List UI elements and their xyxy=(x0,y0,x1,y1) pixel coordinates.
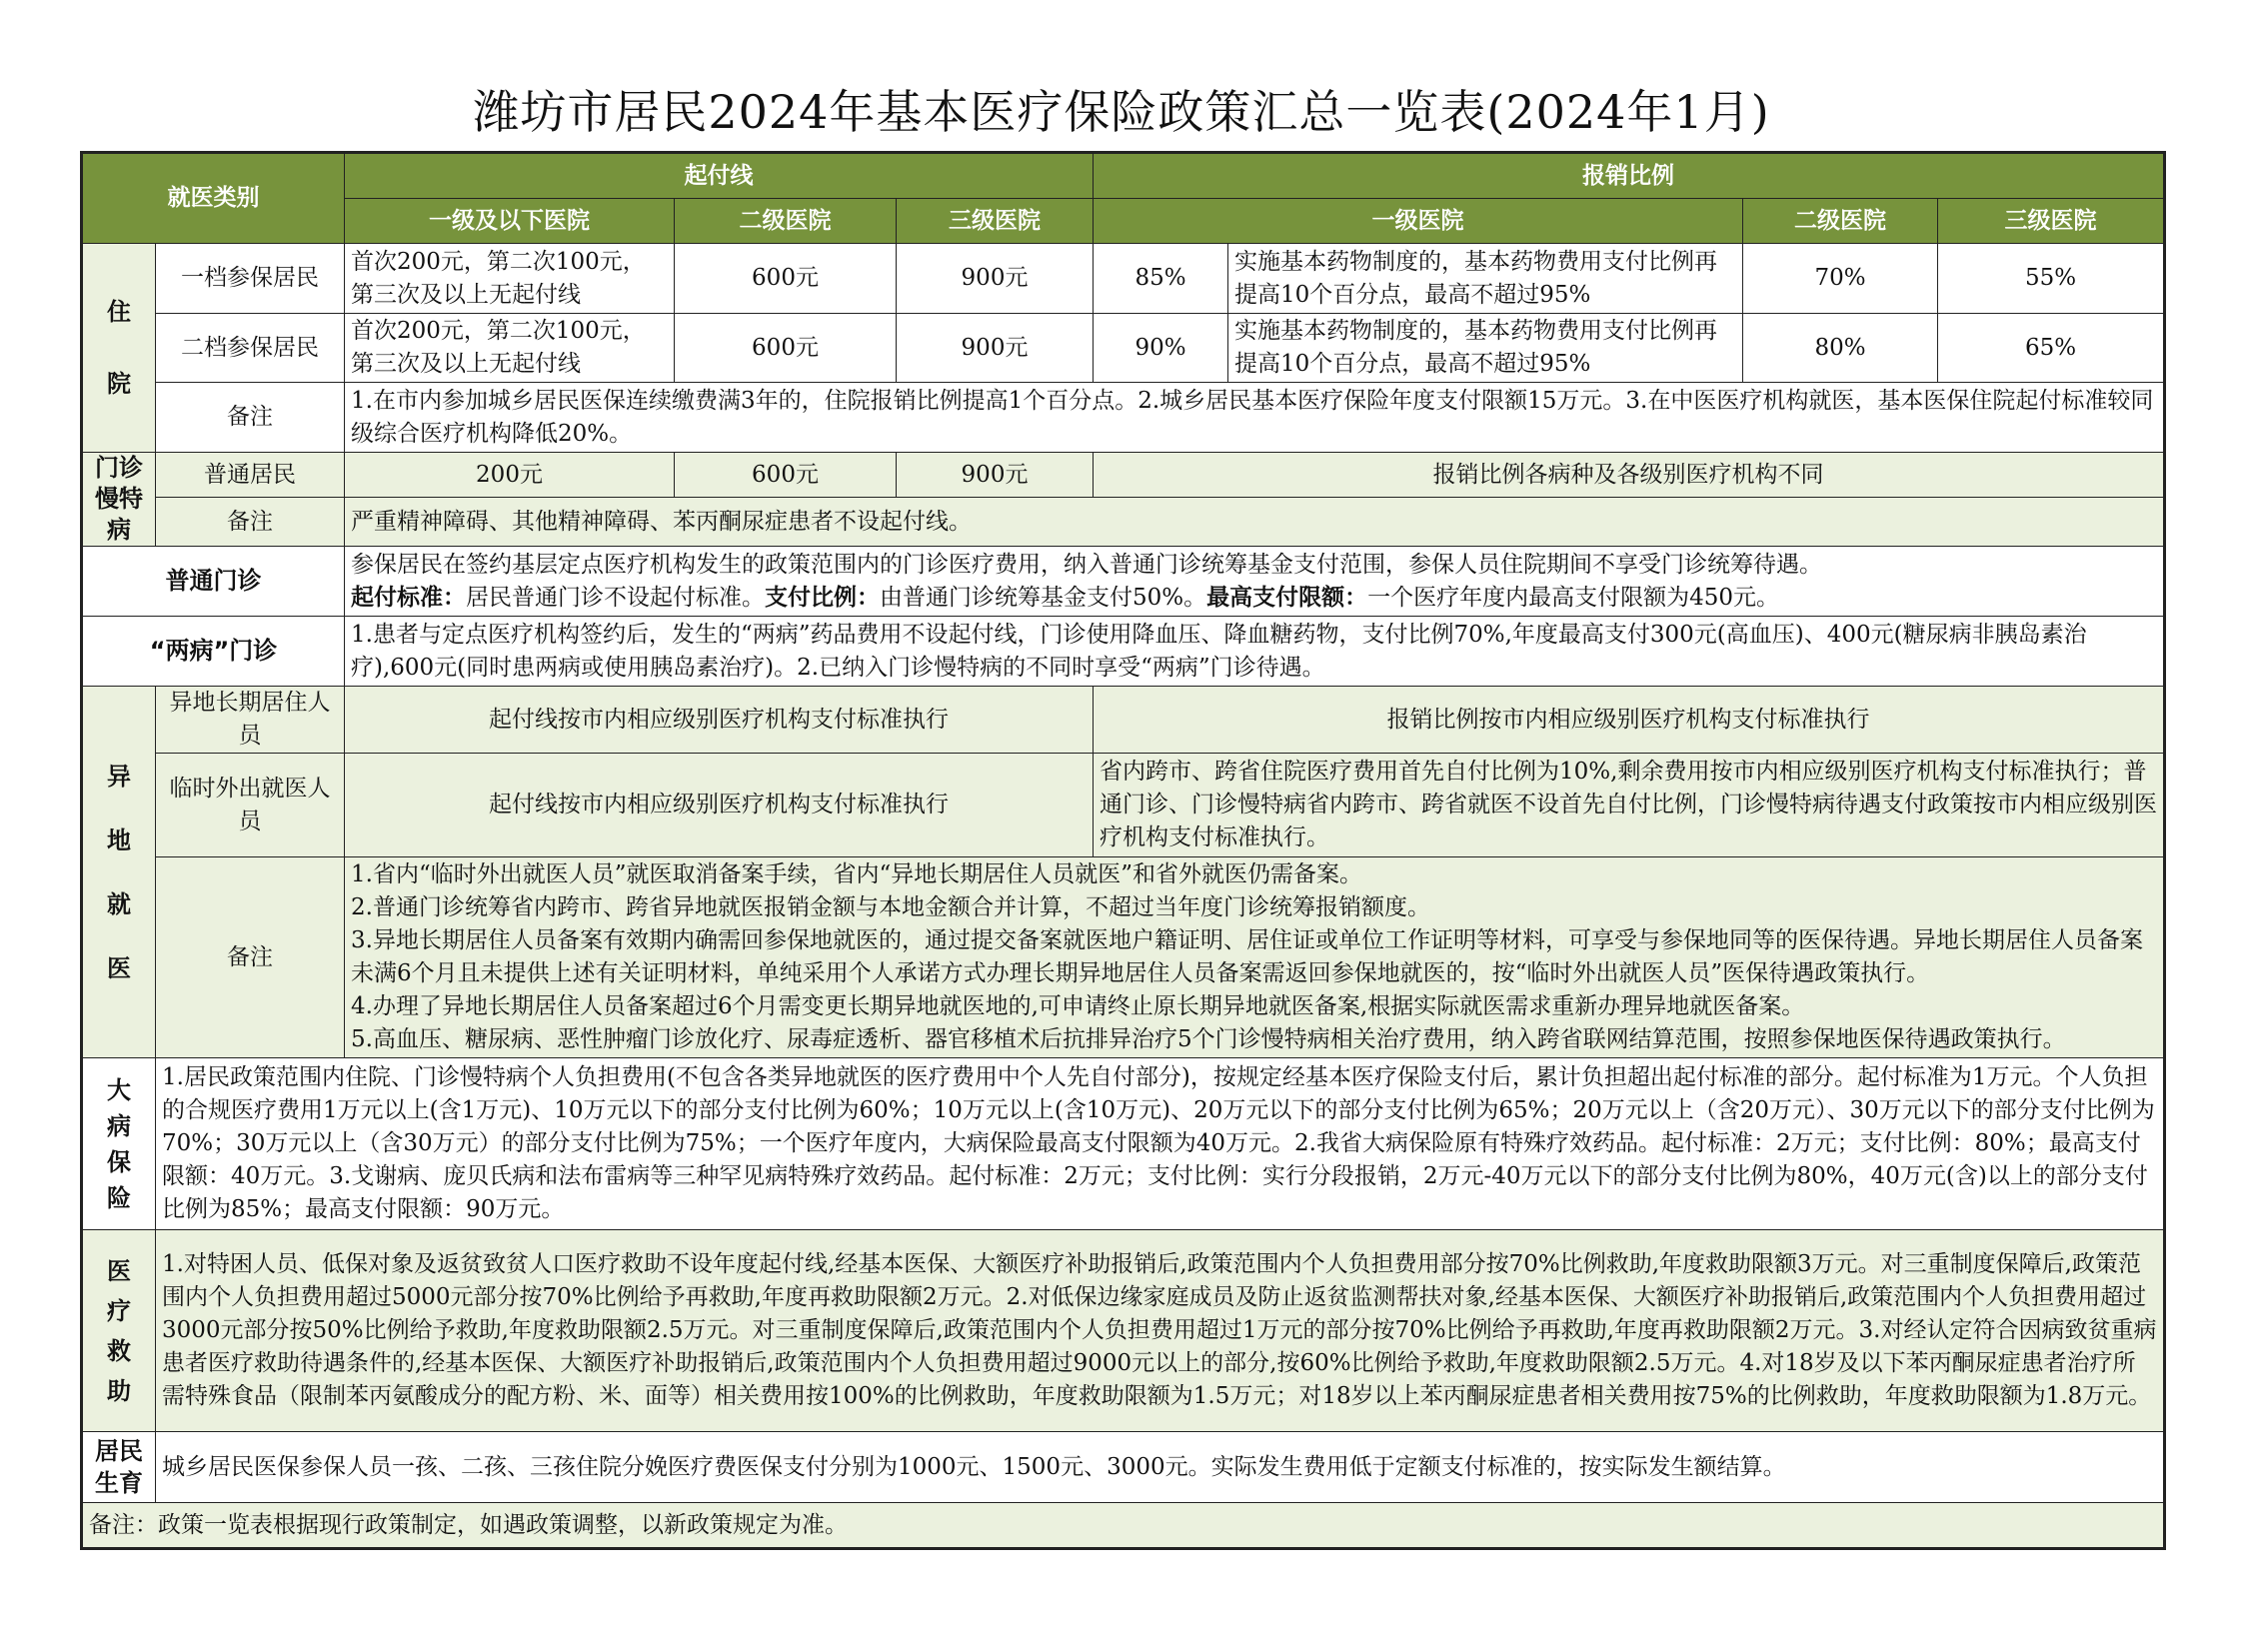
critical-illness-text: 1.居民政策范围内住院、门诊慢特病个人负担费用(不包含各类异地就医的医疗费用中个人先自付部分)，按规定经基本医疗保险支付后，累计负担超出起付标准的部分。起付标准为1万元。个人负担的合规医疗费用1万元以上(含1万元)、10万元以下的部分支付比例为60%；10万元以上(含10万元)、20万元以下的部分支付比例为65%；20万元以上（含20万元）、30万元以下的部分支付比例为70%；30万元以上（含30万元）的部分支付比例为75%；一个医疗年度内，大病保险最高支付限额为40万元。2.我省大病保险原有特殊疗效药品。起付标准：2万元；支付比例：80%；最高支付限额：40万元。3.戈谢病、庞贝氏病和法布雷病等三种罕见病特殊疗效药品。起付标准：2万元；支付比例：实行分段报销，2万元-40万元以下的部分支付比例为80%，40万元(含)以上的部分支付比例为85%；最高支付限额：90万元。 xyxy=(156,1058,2165,1230)
header-threshold-level3: 三级医院 xyxy=(897,199,1094,244)
offsite-label xyxy=(82,687,156,1058)
offsite-note-item: 2.普通门诊统筹省内跨市、跨省异地就医报销金额与本地金额合并计算，不超过当年度门诊统筹报销额度。 xyxy=(351,894,1430,920)
chronic-ratio: 报销比例各病种及各级别医疗机构不同 xyxy=(1094,453,2165,498)
inpatient-label-char: 院 xyxy=(107,370,131,398)
header-reimbursement: 报销比例 xyxy=(1094,153,2165,199)
chronic-threshold-l1: 200元 xyxy=(345,453,675,498)
policy-table xyxy=(80,151,2166,1550)
offsite-note-item: 4.办理了异地长期居住人员备案超过6个月需变更长期异地就医地的,可申请终止原长期异地就医备案,根据实际就医需求重新办理异地就医备案。 xyxy=(351,993,1805,1019)
offsite-note-label: 备注 xyxy=(156,857,345,1058)
tier1-threshold-l1: 首次200元，第二次100元，第三次及以上无起付线 xyxy=(345,244,675,314)
tier1-threshold-l2: 600元 xyxy=(675,244,897,314)
header-ratio-level2: 二级医院 xyxy=(1743,199,1938,244)
offsite-temporary-name: 临时外出就医人员 xyxy=(156,754,345,857)
general-outpatient-label: 普通门诊 xyxy=(82,547,345,617)
maternity-label xyxy=(82,1432,156,1503)
tier2-threshold-l1: 首次200元，第二次100元，第三次及以上无起付线 xyxy=(345,314,675,383)
maternity-label-line: 居民 xyxy=(95,1437,143,1465)
tier2-name: 二档参保居民 xyxy=(156,314,345,383)
offsite-label-char: 地 xyxy=(107,826,131,854)
critical-illness-label-char: 险 xyxy=(107,1183,131,1212)
threshold-value: 居民普通门诊不设起付标准。 xyxy=(466,584,765,611)
general-outpatient-line1: 参保居民在签约基层定点医疗机构发生的政策范围内的门诊医疗费用，纳入普通门诊统筹基金支付范围，参保人员住院期间不享受门诊统筹待遇。 xyxy=(351,551,1822,578)
limit-key: 最高支付限额： xyxy=(1206,584,1368,611)
medical-aid-label-char: 救 xyxy=(107,1336,131,1365)
offsite-longterm-name: 异地长期居住人员 xyxy=(156,687,345,754)
header-threshold-level2: 二级医院 xyxy=(675,199,897,244)
tier1-ratio-l1: 85% xyxy=(1094,244,1228,314)
two-diseases-text: 1.患者与定点医疗机构签约后，发生的“两病”药品费用不设起付线，门诊使用降血压、降血糖药物，支付比例70%,年度最高支付300元(高血压)、400元(糖尿病非胰岛素治疗),600元(同时患两病或使用胰岛素治疗)。2.已纳入门诊慢特病的不同时享受“两病”门诊待遇。 xyxy=(345,617,2165,687)
maternity-text: 城乡居民医保参保人员一孩、二孩、三孩住院分娩医疗费医保支付分别为1000元、1500元、3000元。实际发生费用低于定额支付标准的，按实际发生额结算。 xyxy=(156,1432,2165,1503)
offsite-label-char: 医 xyxy=(107,953,131,982)
tier1-threshold-l3: 900元 xyxy=(897,244,1094,314)
medical-aid-label-char: 医 xyxy=(107,1256,131,1285)
tier1-ratio-l2: 70% xyxy=(1743,244,1938,314)
tier2-ratio-l1-note: 实施基本药物制度的，基本药物费用支付比例再提高10个百分点，最高不超过95% xyxy=(1228,314,1743,383)
tier2-threshold-l2: 600元 xyxy=(675,314,897,383)
medical-aid-label-char: 疗 xyxy=(107,1296,131,1325)
critical-illness-label-char: 保 xyxy=(107,1147,131,1176)
offsite-longterm-ratio: 报销比例按市内相应级别医疗机构支付标准执行 xyxy=(1094,687,2165,754)
medical-aid-label-char: 助 xyxy=(107,1376,131,1405)
two-diseases-label: “两病”门诊 xyxy=(82,617,345,687)
medical-aid-text: 1.对特困人员、低保对象及返贫致贫人口医疗救助不设年度起付线,经基本医保、大额医疗补助报销后,政策范围内个人负担费用部分按70%比例救助,年度救助限额3万元。对三重制度保障后,政策范围内个人负担费用超过5000元部分按70%比例给予再救助,年度再救助限额2万元。2.对低保边缘家庭成员及防止返贫监测帮扶对象,经基本医保、大额医疗补助报销后,政策范围内个人负担费用超过3000元部分按50%比例给予救助,年度救助限额2.5万元。对三重制度保障后,政策范围内个人负担费用超过1万元的部分按70%比例给予再救助,年度再救助限额2万元。3.对经认定符合因病致贫重病患者医疗救助待遇条件的,经基本医保、大额医疗补助报销后,政策范围内个人负担费用超过9000元以上的部分,按60%比例给予救助,年度救助限额2.5万元。4.对18岁及以下苯丙酮尿症患者治疗所需特殊食品（限制苯丙氨酸成分的配方粉、米、面等）相关费用按100%的比例救助，年度救助限额为1.5万元；对18岁以上苯丙酮尿症患者相关费用按75%的比例救助，年度救助限额为1.8万元。 xyxy=(156,1230,2165,1432)
footer-note: 备注：政策一览表根据现行政策制定，如遇政策调整，以新政策规定为准。 xyxy=(82,1503,2165,1549)
chronic-general-name: 普通居民 xyxy=(156,453,345,498)
header-threshold: 起付线 xyxy=(345,153,1094,199)
header-threshold-level1-below: 一级及以下医院 xyxy=(345,199,675,244)
inpatient-label-char: 住 xyxy=(107,298,131,326)
ratio-value: 由普通门诊统筹基金支付50%。 xyxy=(880,584,1207,611)
chronic-threshold-l2: 600元 xyxy=(675,453,897,498)
tier1-name: 一档参保居民 xyxy=(156,244,345,314)
chronic-threshold-l3: 900元 xyxy=(897,453,1094,498)
chronic-note-label: 备注 xyxy=(156,498,345,547)
critical-illness-label-char: 病 xyxy=(107,1111,131,1140)
medical-aid-label xyxy=(82,1230,156,1432)
offsite-label-char: 就 xyxy=(107,889,131,918)
offsite-temporary-threshold: 起付线按市内相应级别医疗机构支付标准执行 xyxy=(345,754,1094,857)
tier2-ratio-l2: 80% xyxy=(1743,314,1938,383)
ratio-key: 支付比例： xyxy=(765,584,880,611)
offsite-notes xyxy=(345,857,2165,1058)
inpatient-label xyxy=(82,244,156,453)
limit-value: 一个医疗年度内最高支付限额为450元。 xyxy=(1367,584,1780,611)
header-ratio-level1: 一级医院 xyxy=(1094,199,1743,244)
offsite-longterm-threshold: 起付线按市内相应级别医疗机构支付标准执行 xyxy=(345,687,1094,754)
offsite-note-item: 3.异地长期居住人员备案有效期内确需回参保地就医的，通过提交备案就医地户籍证明、居住证或单位工作证明等材料，可享受与参保地同等的医保待遇。异地长期居住人员备案未满6个月且未提供上述有关证明材料，单纯采用个人承诺方式办理长期异地居住人员备案需返回参保地就医的，按“临时外出就医人员”医保待遇政策执行。 xyxy=(351,927,2143,986)
critical-illness-label-char: 大 xyxy=(107,1075,131,1104)
threshold-key: 起付标准： xyxy=(351,584,466,611)
general-outpatient-text xyxy=(345,547,2165,617)
page-title: 潍坊市居民2024年基本医疗保险政策汇总一览表(2024年1月) xyxy=(473,85,1770,139)
general-outpatient-line2 xyxy=(351,582,2157,615)
offsite-note-item: 5.高血压、糖尿病、恶性肿瘤门诊放化疗、尿毒症透析、器官移植术后抗排异治疗5个门诊慢特病相关治疗费用，纳入跨省联网结算范围，按照参保地医保待遇政策执行。 xyxy=(351,1026,2066,1052)
maternity-label-line: 生育 xyxy=(95,1469,143,1497)
tier1-ratio-l1-note: 实施基本药物制度的，基本药物费用支付比例再提高10个百分点，最高不超过95% xyxy=(1228,244,1743,314)
chronic-label: 门诊慢特病 xyxy=(82,453,156,547)
header-ratio-level3: 三级医院 xyxy=(1938,199,2165,244)
header-category: 就医类别 xyxy=(82,153,345,244)
chronic-note: 严重精神障碍、其他精神障碍、苯丙酮尿症患者不设起付线。 xyxy=(345,498,2165,547)
tier2-ratio-l1: 90% xyxy=(1094,314,1228,383)
offsite-note-item: 1.省内“临时外出就医人员”就医取消备案手续，省内“异地长期居住人员就医”和省外就医仍需备案。 xyxy=(351,861,1362,887)
tier2-ratio-l3: 65% xyxy=(1938,314,2165,383)
offsite-temporary-ratio: 省内跨市、跨省住院医疗费用首先自付比例为10%,剩余费用按市内相应级别医疗机构支付标准执行；普通门诊、门诊慢特病省内跨市、跨省就医不设首先自付比例，门诊慢特病待遇支付政策按市内相应级别医疗机构支付标准执行。 xyxy=(1094,754,2165,857)
offsite-label-char: 异 xyxy=(107,762,131,791)
critical-illness-label xyxy=(82,1058,156,1230)
tier1-ratio-l3: 55% xyxy=(1938,244,2165,314)
inpatient-note: 1.在市内参加城乡居民医保连续缴费满3年的，住院报销比例提高1个百分点。2.城乡居民基本医疗保险年度支付限额15万元。3.在中医医疗机构就医，基本医保住院起付标准较同级综合医疗机构降低20%。 xyxy=(345,383,2165,453)
inpatient-note-label: 备注 xyxy=(156,383,345,453)
tier2-threshold-l3: 900元 xyxy=(897,314,1094,383)
